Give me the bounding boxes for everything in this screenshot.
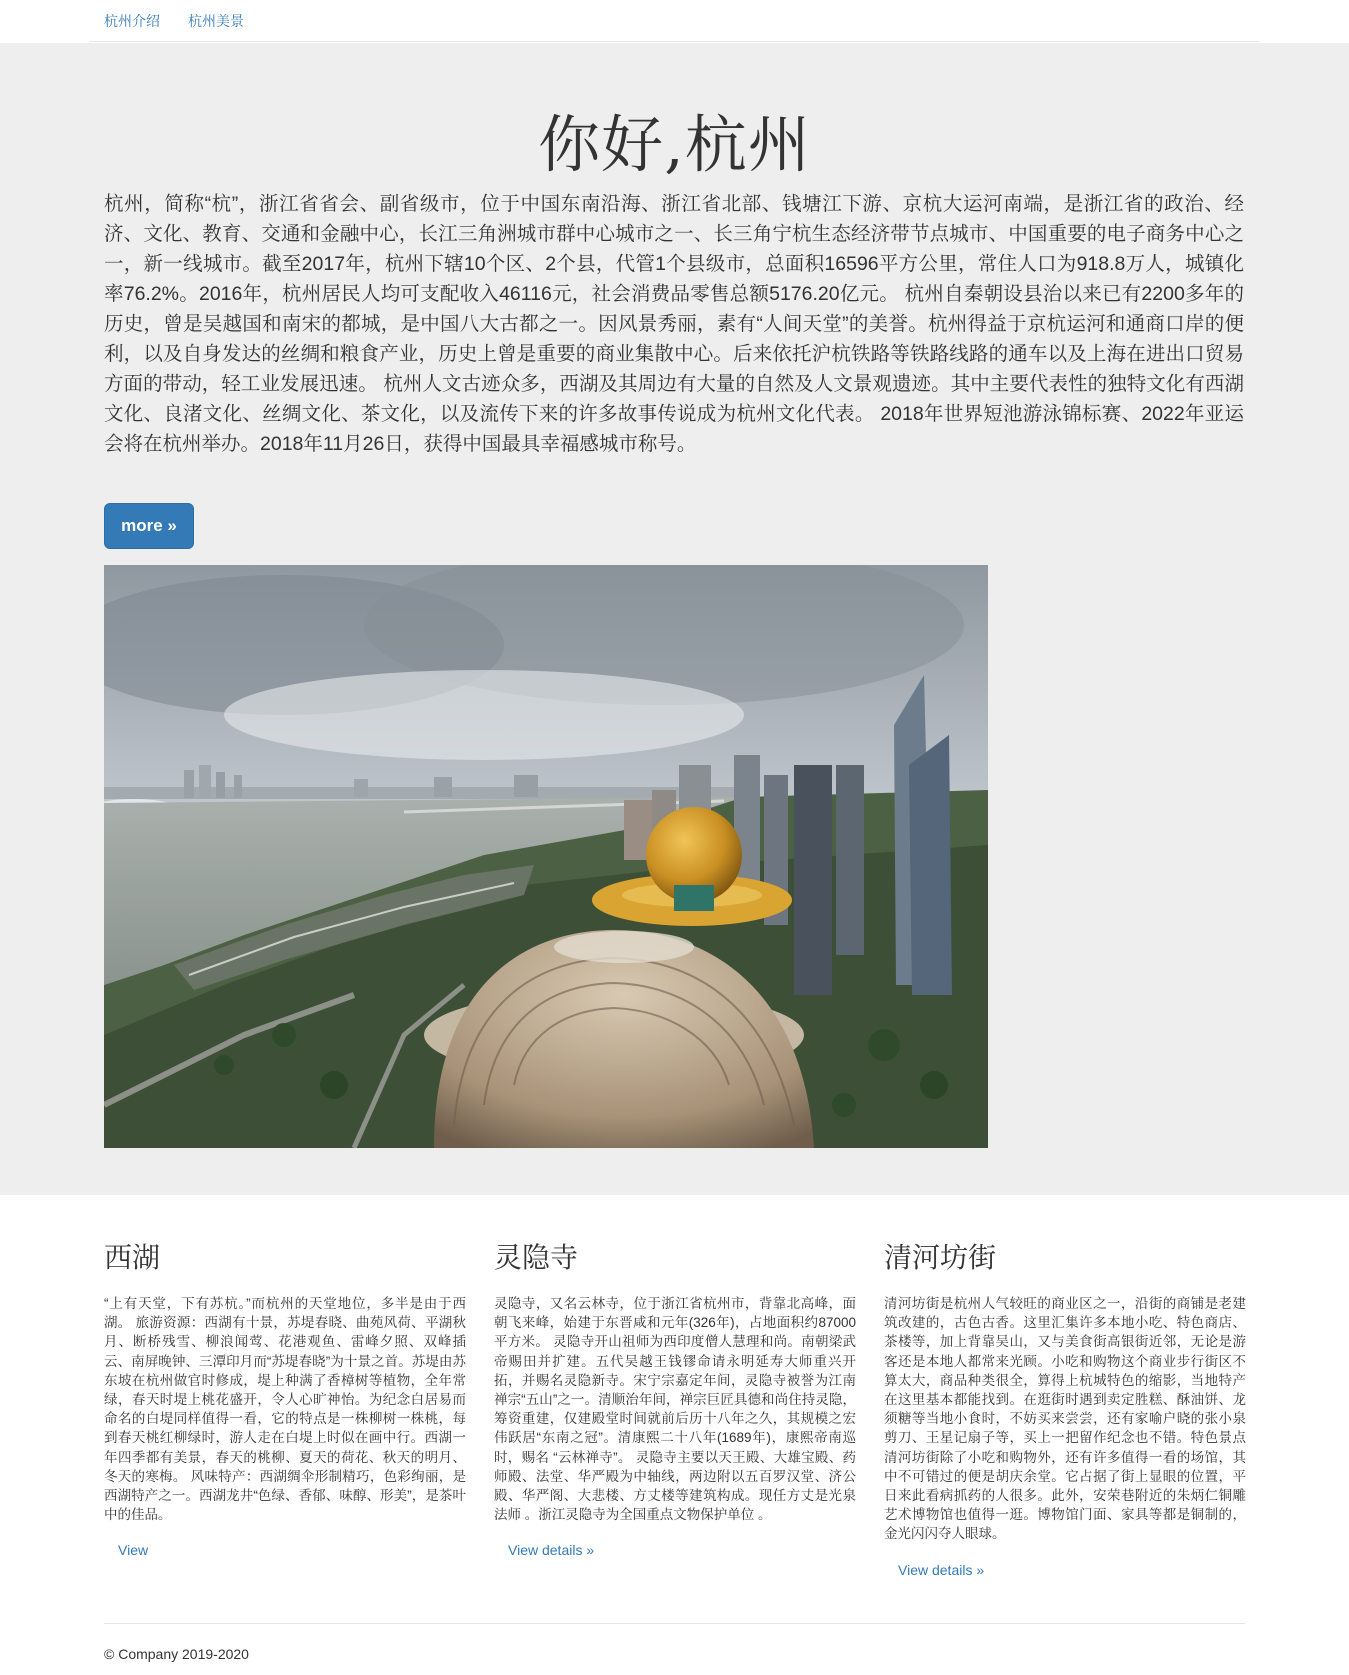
column-title-lingyin-temple: 灵隐寺	[494, 1241, 579, 1274]
view-link-west-lake[interactable]: View	[118, 1542, 149, 1559]
nav-link-hangzhou-intro[interactable]: 杭州介绍	[104, 13, 160, 29]
page-title: 你好,杭州	[538, 108, 811, 181]
navbar-divider	[90, 41, 1259, 42]
column-lingyin-temple	[494, 1240, 856, 1560]
view-details-link-lingyin-temple[interactable]: View details »	[508, 1542, 595, 1559]
nav-link-hangzhou-scenery[interactable]: 杭州美景	[188, 13, 244, 29]
footer-copyright: © Company 2019-2020	[104, 1646, 249, 1662]
navbar	[0, 0, 1349, 43]
view-details-link-qinghefang-street[interactable]: View details »	[898, 1561, 985, 1578]
more-button[interactable]: more »	[104, 503, 194, 549]
hero-intro-text: 杭州，简称“杭”，浙江省省会、副省级市，位于中国东南沿海、浙江省北部、钱塘江下游、京杭大运河南端，是浙江省的政治、经济、文化、教育、交通和金融中心，长江三角洲城市群中心城市之一、长三角宁杭生态经济带节点城市、中国重要的电子商务中心之一，新一线城市。截至2017年，杭州下辖10个区、2个县，代管1个县级市，总面积16596平方公里，常住人口为918.8万人，城镇化率76.2%。2016年，杭州居民人均可支配收入46116元，社会消费品零售总额5176.20亿元。 杭州自秦朝设县治以来已有2200多年的历史，曾是吴越国和南宋的都城，是中国八大古都之一。因风景秀丽，素有“人间天堂”的美誉。杭州得益于京杭运河和通商口岸的便利，以及自身发达的丝绸和粮食产业，历史上曾是重要的商业集散中心。后来依托沪杭铁路等铁路线路的通车以及上海在进出口贸易方面的带动，轻工业发展迅速。 杭州人文古迹众多，西湖及其周边有大量的自然及人文景观遗迹。其中主要代表性的独特文化有西湖文化、良渚文化、丝绸文化、茶文化，以及流传下来的许多故事传说成为杭州文化代表。 2018年世界短池游泳锦标赛、2022年亚运会将在杭州举办。2018年11月26日，获得中国最具幸福感城市称号。	[104, 193, 1244, 455]
column-text-lingyin-temple: 灵隐寺，又名云林寺，位于浙江省杭州市，背靠北高峰，面朝飞来峰，始建于东晋咸和元年(326年)，占地面积约87000平方米。 灵隐寺开山祖师为西印度僧人慧理和尚。南朝梁武帝赐田并扩建。五代吴越王钱镠命请永明延寿大师重兴开拓，并赐名灵隐新寺。宋宁宗嘉定年间，灵隐寺被誉为江南禅宗“五山”之一。清顺治年间，禅宗巨匠具德和尚住持灵隐，筹资重建，仅建殿堂时间就前后历十八年之久，其规模之宏伟跃居“东南之冠”。清康熙二十八年(1689年)，康熙帝南巡时，赐名 “云林禅寺”。 灵隐寺主要以天王殿、大雄宝殿、药师殿、法堂、华严殿为中轴线，两边附以五百罗汉堂、济公殿、华严阁、大悲楼、方丈楼等建筑构成。现任方丈是光泉法师 。浙江灵隐寺为全国重点文物保护单位 。	[494, 1296, 856, 1523]
jumbotron	[0, 43, 1349, 1195]
column-text-qinghefang-street: 清河坊街是杭州人气较旺的商业区之一，沿街的商铺是老建筑改建的，古色古香。这里汇集许多本地小吃、特色商店、茶楼等，加上背靠吴山，又与美食街高银街近邻，无论是游客还是本地人都常来光顾。小吃和购物这个商业步行街区不算太大，商品种类很全，算得上杭城特色的缩影，当地特产在这里基本都能找到。在逛街时遇到卖定胜糕、酥油饼、龙须糖等当地小食时，不妨买来尝尝，还有家喻户晓的张小泉剪刀、王星记扇子等，买上一把留作纪念也不错。特色景点清河坊街除了小吃和购物外，还有许多值得一看的场馆，其中不可错过的便是胡庆余堂。它占据了街上显眼的位置，平日来此看病抓药的人很多。此外，安荣巷附近的朱炳仁铜雕艺术博物馆也值得一逛。博物馆门面、家具等都是铜制的，金光闪闪夺人眼球。	[884, 1296, 1246, 1542]
column-title-west-lake: 西湖	[104, 1241, 161, 1274]
column-west-lake	[104, 1240, 466, 1560]
hangzhou-skyline-photo	[104, 565, 988, 1148]
footer-divider	[104, 1623, 1245, 1624]
column-qinghefang-street	[884, 1240, 1246, 1580]
column-title-qinghefang-street: 清河坊街	[884, 1241, 997, 1274]
column-text-west-lake: “上有天堂，下有苏杭。”而杭州的天堂地位，多半是由于西湖。 旅游资源：西湖有十景，苏堤春晓、曲苑风荷、平湖秋月、断桥残雪、柳浪闻莺、花港观鱼、雷峰夕照、双峰插云、南屏晚钟、三潭印月而“苏堤春晓”为十景之首。苏堤由苏东坡在杭州做官时修成，堤上种满了香樟树等植物，全年常绿，春天时堤上桃花盛开，令人心旷神怡。为纪念白居易而命名的白堤同样值得一看，它的特点是一株柳树一株桃，每到春天桃红柳绿时，游人走在白堤上时似在画中行。西湖一年四季都有美景，春天的桃柳、夏天的荷花、秋天的明月、冬天的寒梅。 风味特产：西湖绸伞形制精巧，色彩绚丽，是西湖特产之一。西湖龙井“色绿、香郁、味醇、形美”，是茶叶中的佳品。	[104, 1296, 466, 1523]
